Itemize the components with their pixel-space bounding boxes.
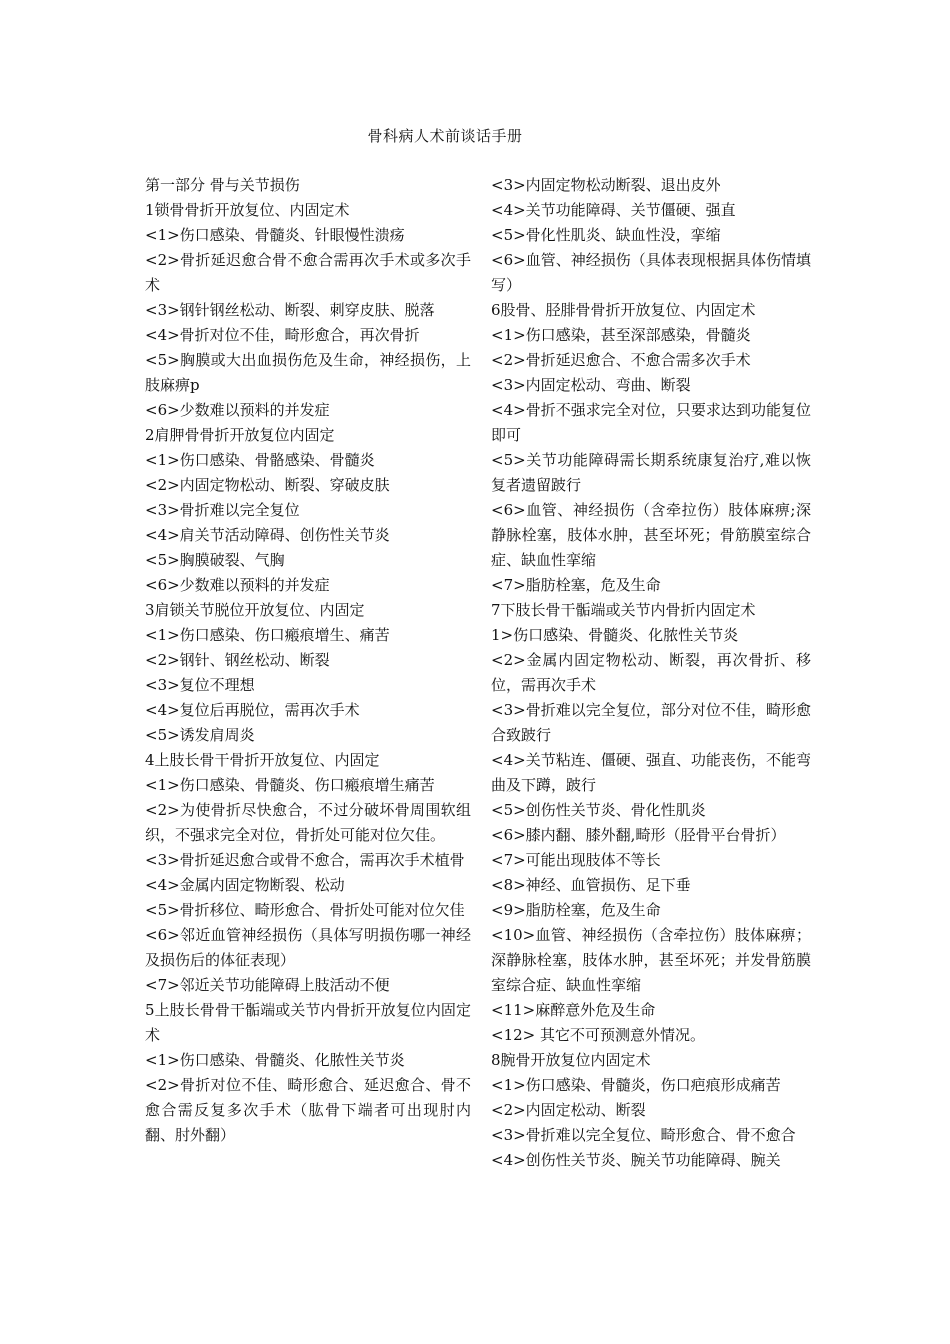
text-line: <5>胸膜破裂、气胸 (145, 551, 285, 569)
text-line: <4>关节功能障碍、关节僵硬、强直 (491, 201, 736, 219)
text-line: <5>关节功能障碍需长期系统康复治疗,难以恢复者遗留跛行 (491, 451, 811, 494)
text-line: 第一部分 骨与关节损伤 (145, 176, 300, 194)
right-text-column (491, 173, 811, 1173)
text-line: <1>伤口感染，甚至深部感染，骨髓炎 (491, 326, 751, 344)
text-line: <8>神经、血管损伤、足下垂 (491, 876, 691, 894)
text-line: 7下肢长骨干骺端或关节内骨折内固定术 (491, 601, 756, 619)
text-line: <2>钢针、钢丝松动、断裂 (145, 651, 330, 669)
text-line: <2>内固定松动、断裂 (491, 1101, 646, 1119)
text-line: <1>伤口感染、骨髓炎、伤口瘢痕增生痛苦 (145, 776, 435, 794)
text-line: <5>骨折移位、畸形愈合、骨折处可能对位欠佳 (145, 901, 465, 919)
text-line: <3>内固定松动、弯曲、断裂 (491, 376, 691, 394)
left-text-column (145, 173, 471, 1148)
text-line: <3>骨折难以完全复位 (145, 501, 300, 519)
text-line: <5>创伤性关节炎、骨化性肌炎 (491, 801, 706, 819)
text-line: <3>复位不理想 (145, 676, 255, 694)
text-line: <5>胸膜或大出血损伤危及生命，神经损伤，上肢麻痹p (145, 351, 471, 394)
text-line: <4>金属内固定物断裂、松动 (145, 876, 345, 894)
text-line: <11>麻醉意外危及生命 (491, 1001, 656, 1019)
text-line: <7>邻近关节功能障碍上肢活动不便 (145, 976, 390, 994)
text-line: 1>伤口感染、骨髓炎、化脓性关节炎 (491, 626, 739, 644)
text-line: <4>创伤性关节炎、腕关节功能障碍、腕关 (491, 1151, 781, 1169)
text-line: <12> 其它不可预测意外情况。 (491, 1026, 705, 1044)
text-line: <4>复位后再脱位，需再次手术 (145, 701, 360, 719)
text-line: <3>骨折难以完全复位、畸形愈合、骨不愈合 (491, 1126, 796, 1144)
text-line: <5>诱发肩周炎 (145, 726, 255, 744)
text-line: <1>伤口感染、骨髓炎、针眼慢性溃疡 (145, 226, 405, 244)
text-line: <6>血管、神经损伤（含牵拉伤）肢体麻痹;深静脉栓塞，肢体水肿，甚至坏死；骨筋膜室综合症、缺血性挛缩 (491, 501, 811, 569)
text-line: <6>邻近血管神经损伤（具体写明损伤哪一神经及损伤后的体征表现） (145, 926, 471, 969)
text-line: 4上肢长骨干骨折开放复位、内固定 (145, 751, 380, 769)
document-title: 骨科病人术前谈话手册 (367, 127, 523, 145)
text-line: <2>内固定物松动、断裂、穿破皮肤 (145, 476, 390, 494)
text-line: <2>骨折延迟愈合、不愈合需多次手术 (491, 351, 751, 369)
text-line: <4>关节粘连、僵硬、强直、功能丧伤，不能弯曲及下蹲，跛行 (491, 751, 811, 794)
text-line: 2肩胛骨骨折开放复位内固定 (145, 426, 335, 444)
text-line: <6>少数难以预料的并发症 (145, 401, 330, 419)
text-line: 6股骨、胫腓骨骨折开放复位、内固定术 (491, 301, 756, 319)
text-line: <3>骨折延迟愈合或骨不愈合，需再次手术植骨 (145, 851, 465, 869)
text-line: <9>脂肪栓塞，危及生命 (491, 901, 661, 919)
text-line: 3肩锁关节脱位开放复位、内固定 (145, 601, 365, 619)
text-line: <1>伤口感染、伤口瘢痕增生、痛苦 (145, 626, 390, 644)
text-line: <4>骨折不强求完全对位，只要求达到功能复位即可 (491, 401, 811, 444)
text-line: <3>内固定物松动断裂、退出皮外 (491, 176, 721, 194)
text-line: <10>血管、神经损伤（含牵拉伤）肢体麻痹；深静脉栓塞，肢体水肿，甚至坏死；并发骨筋膜室综合症、缺血性挛缩 (491, 926, 811, 994)
text-line: <6>少数难以预料的并发症 (145, 576, 330, 594)
text-line: <1>伤口感染、骨髓炎，伤口疤痕形成痛苦 (491, 1076, 781, 1094)
text-line: <2>金属内固定物松动、断裂，再次骨折、移位，需再次手术 (491, 651, 811, 694)
text-line: 8腕骨开放复位内固定术 (491, 1051, 651, 1069)
text-line: <3>钢针钢丝松动、断裂、刺穿皮肤、脱落 (145, 301, 435, 319)
text-line: <6>膝内翻、膝外翻,畸形（胫骨平台骨折） (491, 826, 786, 844)
text-line: <7>可能出现肢体不等长 (491, 851, 661, 869)
text-line: <2>骨折延迟愈合骨不愈合需再次手术或多次手术 (145, 251, 471, 294)
text-line: <1>伤口感染、骨髓炎、化脓性关节炎 (145, 1051, 405, 1069)
text-line: 5上肢长骨骨干骺端或关节内骨折开放复位内固定术 (145, 1001, 471, 1044)
text-line: <5>骨化性肌炎、缺血性没，挛缩 (491, 226, 721, 244)
text-line: <2>为使骨折尽快愈合，不过分破坏骨周围软组织，不强求完全对位，骨折处可能对位欠佳。 (145, 801, 471, 844)
text-line: <6>血管、神经损伤（具体表现根据具体伤情填写） (491, 251, 811, 294)
text-line: <1>伤口感染、骨骼感染、骨髓炎 (145, 451, 375, 469)
text-line: <2>骨折对位不佳、畸形愈合、延迟愈合、骨不愈合需反复多次手术（肱骨下端者可出现肘内翻、肘外翻） (145, 1076, 471, 1144)
text-line: <3>骨折难以完全复位，部分对位不佳，畸形愈合致跛行 (491, 701, 811, 744)
text-line: 1锁骨骨折开放复位、内固定术 (145, 201, 350, 219)
text-line: <7>脂肪栓塞，危及生命 (491, 576, 661, 594)
text-line: <4>肩关节活动障碍、创伤性关节炎 (145, 526, 390, 544)
text-line: <4>骨折对位不佳，畸形愈合，再次骨折 (145, 326, 420, 344)
